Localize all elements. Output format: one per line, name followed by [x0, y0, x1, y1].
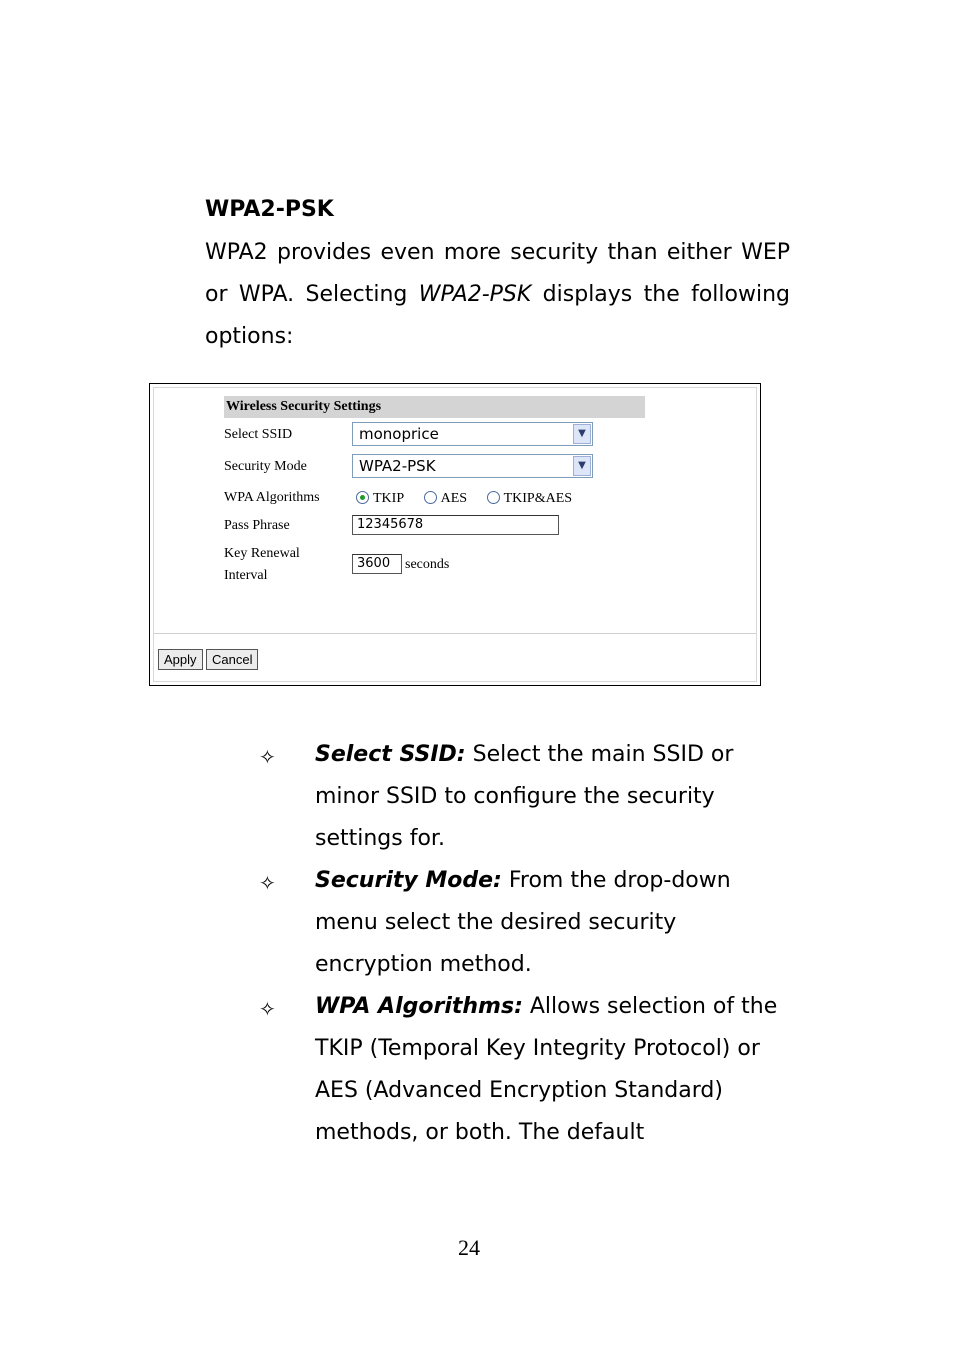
- diamond-bullet-icon: ✧: [259, 871, 276, 895]
- pass-phrase-input[interactable]: 12345678: [352, 515, 559, 535]
- settings-screenshot: [149, 383, 761, 686]
- cancel-button[interactable]: Cancel: [206, 649, 258, 670]
- chevron-down-icon[interactable]: ▼: [573, 424, 591, 444]
- apply-button[interactable]: Apply: [158, 649, 203, 670]
- bullet-wpa-algorithms: [315, 986, 795, 1154]
- radio-button-icon[interactable]: [424, 491, 437, 504]
- key-renewal-label-line1: Key Renewal: [224, 546, 300, 561]
- radio-button-icon[interactable]: [356, 491, 369, 504]
- ssid-select-value: monoprice: [359, 425, 439, 443]
- diamond-bullet-icon: ✧: [259, 745, 276, 769]
- ssid-select[interactable]: [352, 422, 593, 446]
- chevron-down-icon[interactable]: ▼: [573, 456, 591, 476]
- key-renewal-label: [224, 543, 300, 587]
- radio-label: TKIP&AES: [503, 491, 573, 506]
- ssid-label: Select SSID: [224, 427, 293, 442]
- bullet-description: Select the main SSID or minor SSID to configure the security settings for.: [315, 742, 734, 851]
- radio-label: TKIP: [373, 491, 405, 506]
- pass-phrase-label: Pass Phrase: [224, 518, 290, 533]
- bullet-security-mode: [315, 860, 795, 986]
- radio-label: AES: [440, 491, 468, 506]
- page-number: 24: [458, 1235, 480, 1260]
- wpa-algorithms-group: [356, 488, 588, 510]
- key-renewal-label-line2: Interval: [224, 568, 268, 583]
- footer-divider: [154, 633, 756, 634]
- radio-option-tkip-aes[interactable]: [487, 488, 572, 510]
- intro-emphasis: WPA2-PSK: [418, 282, 532, 307]
- bullet-description: From the drop-down menu select the desired security encryption method.: [315, 868, 731, 977]
- seconds-unit-label: seconds: [405, 557, 450, 572]
- intro-text-start: WPA2 provides even more security than either WEP or WPA. Selecting: [205, 240, 790, 307]
- security-mode-select[interactable]: [352, 454, 593, 478]
- bullet-select-ssid: [315, 734, 795, 860]
- settings-panel: [153, 387, 757, 682]
- bullet-term: Select SSID:: [315, 742, 466, 767]
- key-renewal-input[interactable]: 3600: [352, 554, 402, 574]
- bullet-description: Allows selection of the TKIP (Temporal Key Integrity Protocol) or AES (Advanced Encryption Standard) methods, or both. The default: [315, 994, 778, 1145]
- radio-option-tkip[interactable]: [356, 488, 404, 510]
- bullet-term: Security Mode:: [315, 868, 502, 893]
- radio-option-aes[interactable]: [424, 488, 467, 510]
- intro-paragraph: [205, 232, 790, 358]
- security-mode-label: Security Mode: [224, 459, 307, 474]
- panel-title: Wireless Security Settings: [224, 396, 645, 418]
- section-heading: WPA2-PSK: [205, 197, 334, 222]
- bullet-term: WPA Algorithms:: [315, 994, 523, 1019]
- wpa-algorithms-label: WPA Algorithms: [224, 490, 320, 505]
- diamond-bullet-icon: ✧: [259, 997, 276, 1021]
- intro-text-end: displays the following options:: [205, 282, 790, 349]
- radio-button-icon[interactable]: [487, 491, 500, 504]
- security-mode-value: WPA2-PSK: [359, 457, 436, 475]
